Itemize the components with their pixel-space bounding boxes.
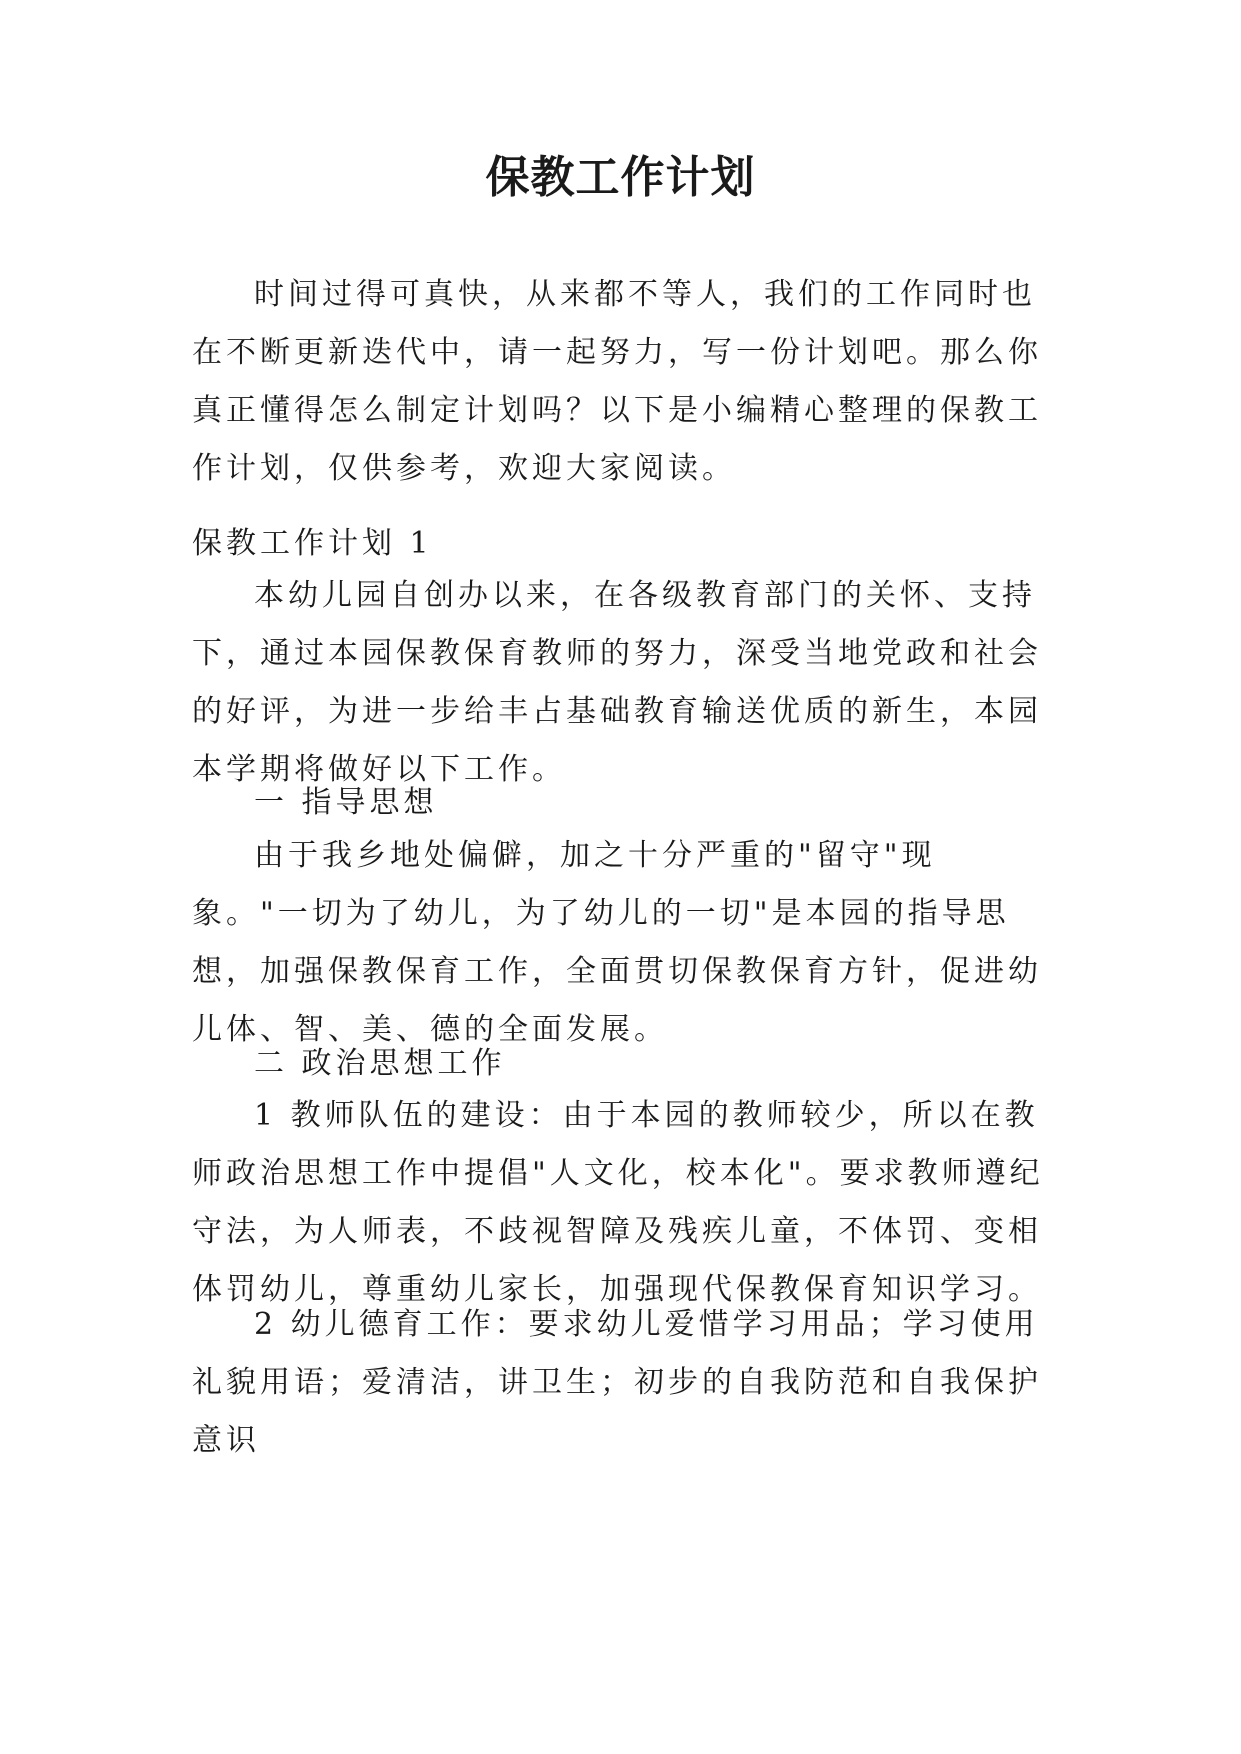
heading-guiding-thought: 一 指导思想: [254, 785, 438, 820]
body-paragraph-2: 由于我乡地处偏僻，加之十分严重的"留守"现象。"一切为了幼儿，为了幼儿的一切"是本园的指导思想，加强保教保育工作，全面贯切保教保育方针，促进幼儿体、智、美、德的全面发展。: [192, 838, 1042, 1047]
body-paragraph-1: 本幼儿园自创办以来，在各级教育部门的关怀、支持下，通过本园保教保育教师的努力，深受当地党政和社会的好评，为进一步给丰占基础教育输送优质的新生，本园本学期将做好以下工作。: [192, 578, 1042, 787]
body-paragraph-3: 1 教师队伍的建设：由于本园的教师较少，所以在教师政治思想工作中提倡"人文化，校本化"。要求教师遵纪守法，为人师表，不歧视智障及残疾儿童，不体罚、变相体罚幼儿，尊重幼儿家长，加强现代保教保育知识学习。: [192, 1098, 1044, 1307]
body-paragraph-4: 2 幼儿德育工作：要求幼儿爱惜学习用品；学习使用礼貌用语；爱清洁，讲卫生；初步的自我防范和自我保护意识: [192, 1307, 1042, 1458]
intro-paragraph: 时间过得可真快，从来都不等人，我们的工作同时也在不断更新迭代中，请一起努力，写一份计划吧。那么你真正懂得怎么制定计划吗？以下是小编精心整理的保教工作计划，仅供参考，欢迎大家阅读。: [192, 277, 1042, 486]
page-title: 保教工作计划: [485, 152, 756, 203]
section-heading: 保教工作计划 1: [192, 526, 433, 561]
heading-political-work: 二 政治思想工作: [254, 1046, 506, 1081]
